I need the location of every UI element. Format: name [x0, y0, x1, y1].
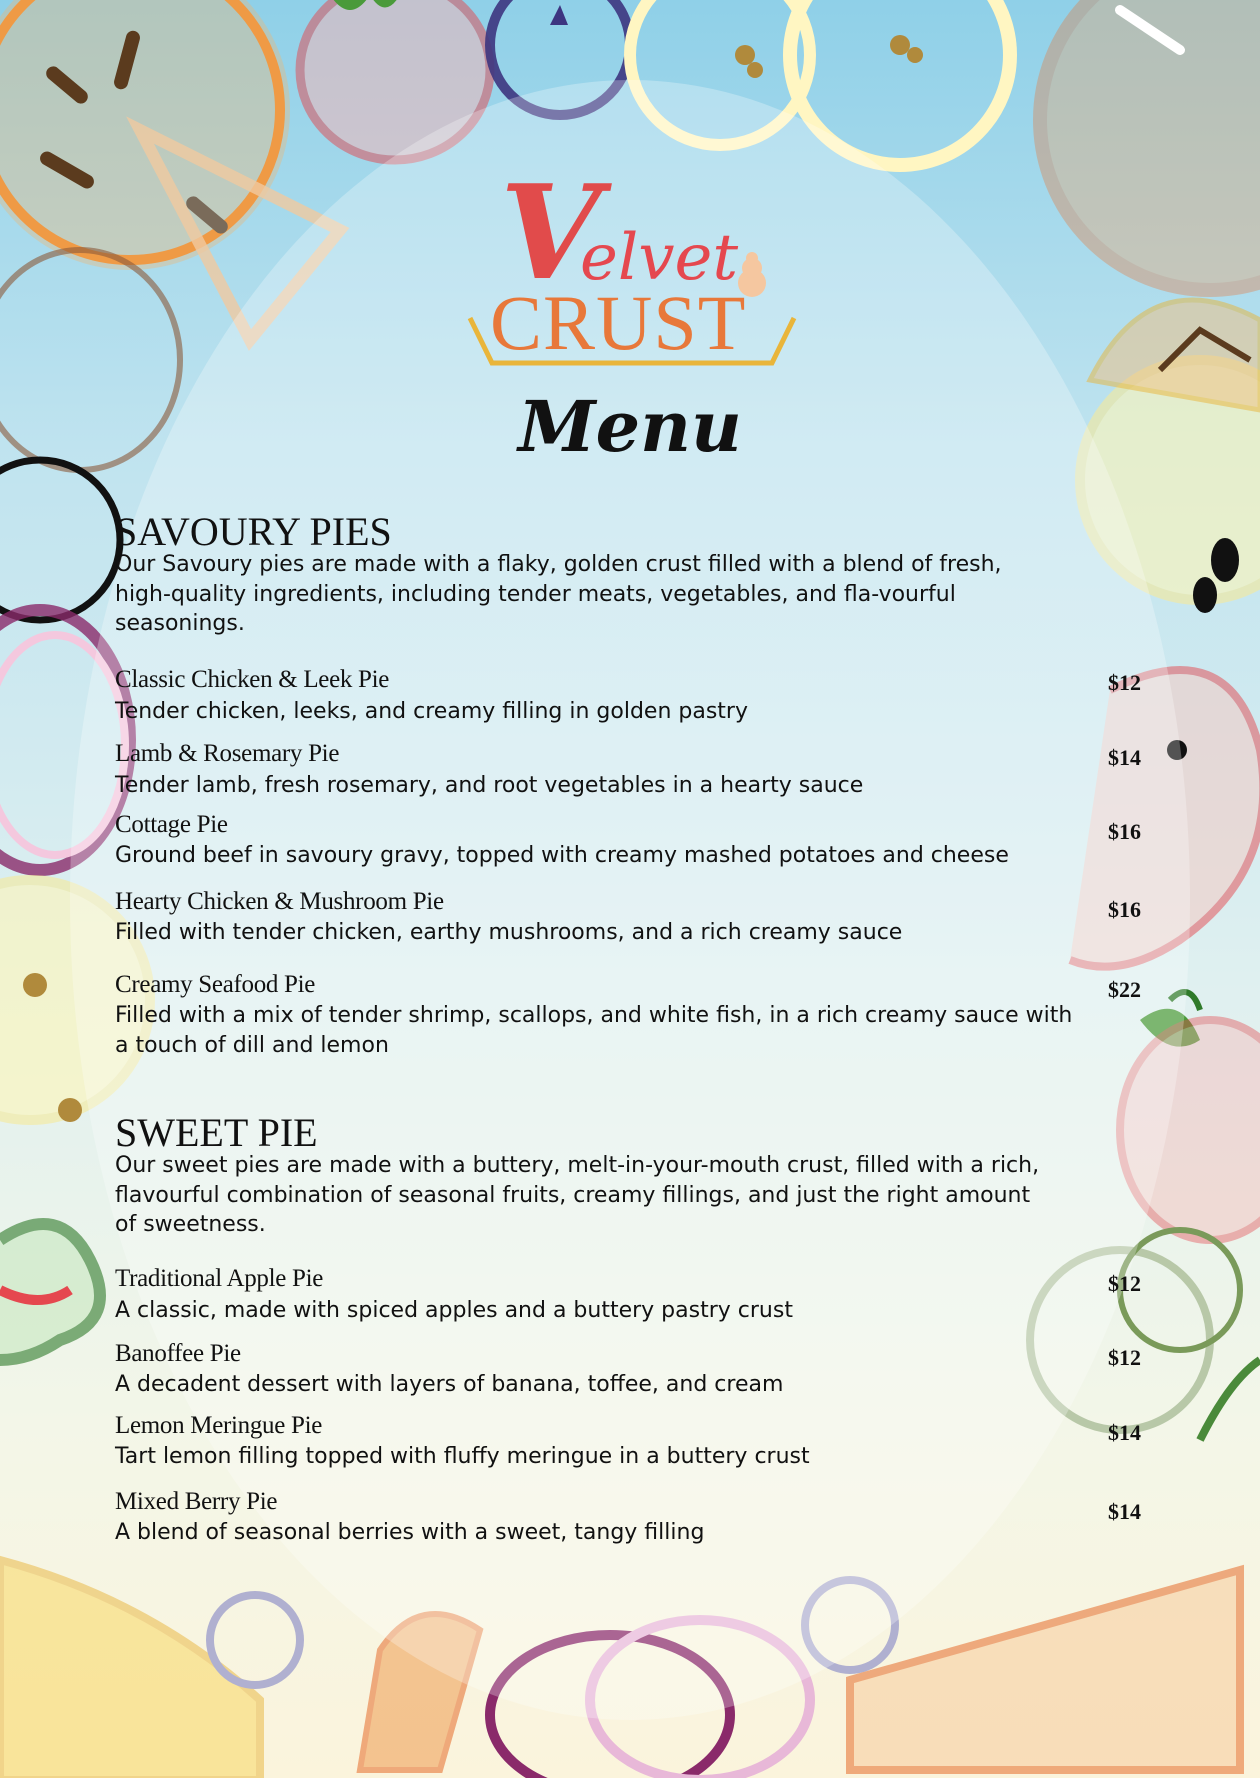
- section-heading-sweet: SWEET PIE: [115, 1110, 318, 1155]
- menu-item-description: A decadent dessert with layers of banana, toffee, and cream: [115, 1372, 784, 1397]
- velvet-crust-logo: [460, 156, 810, 368]
- menu-item-price: $16: [1108, 897, 1141, 922]
- logo-word-bottom: CRUST: [490, 279, 747, 366]
- menu-item-name: Banoffee Pie: [115, 1340, 241, 1367]
- menu-item-name: Classic Chicken & Leek Pie: [115, 666, 390, 693]
- menu-item-name: Creamy Seafood Pie: [115, 971, 316, 998]
- menu-item-description: Tart lemon filling topped with fluffy meringue in a buttery crust: [115, 1444, 810, 1469]
- logo-initial: V: [500, 156, 601, 309]
- section-description-sweet: Our sweet pies are made with a buttery, melt-in-your-mouth crust, filled with a rich, flavourful combination of seasonal fruits, creamy fillings, and just the right amount of sweetness.: [115, 1153, 1040, 1237]
- menu-item-name: Lemon Meringue Pie: [115, 1412, 323, 1439]
- menu-item-price: $14: [1108, 745, 1141, 770]
- menu-item-price: $12: [1108, 1271, 1141, 1296]
- menu-item-description: Tender lamb, fresh rosemary, and root vegetables in a hearty sauce: [115, 773, 864, 798]
- section-heading-savoury: SAVOURY PIES: [115, 509, 392, 554]
- menu-item-price: $22: [1108, 977, 1141, 1002]
- menu-item-name: Hearty Chicken & Mushroom Pie: [115, 888, 444, 915]
- menu-item-description: Ground beef in savoury gravy, topped with creamy mashed potatoes and cheese: [115, 843, 1009, 868]
- menu-item-description: Filled with a mix of tender shrimp, scallops, and white fish, in a rich creamy sauce with a touch of dill and lemon: [115, 1003, 1073, 1058]
- menu-item-description: A classic, made with spiced apples and a buttery pastry crust: [115, 1298, 793, 1323]
- section-description-savoury: Our Savoury pies are made with a flaky, golden crust filled with a blend of fresh, high-quality ingredients, including tender meats, vegetables, and fla-vourful seasonings.: [115, 552, 1002, 636]
- menu-item-description: A blend of seasonal berries with a sweet, tangy filling: [115, 1520, 705, 1545]
- menu-item-name: Lamb & Rosemary Pie: [115, 740, 340, 767]
- menu-item-price: $12: [1108, 1345, 1141, 1370]
- menu-item-name: Traditional Apple Pie: [115, 1265, 324, 1292]
- menu-title: Menu: [518, 385, 742, 468]
- logo-word-top: elvet: [580, 221, 739, 295]
- menu-item-description: Tender chicken, leeks, and creamy filling in golden pastry: [115, 699, 748, 724]
- menu-item-description: Filled with tender chicken, earthy mushrooms, and a rich creamy sauce: [115, 920, 903, 945]
- menu-item-price: $16: [1108, 819, 1141, 844]
- menu-item-price: $14: [1108, 1420, 1141, 1445]
- menu-item-price: $14: [1108, 1499, 1141, 1524]
- menu-item-name: Cottage Pie: [115, 811, 228, 838]
- menu-item-price: $12: [1108, 670, 1141, 695]
- menu-item-name: Mixed Berry Pie: [115, 1488, 278, 1515]
